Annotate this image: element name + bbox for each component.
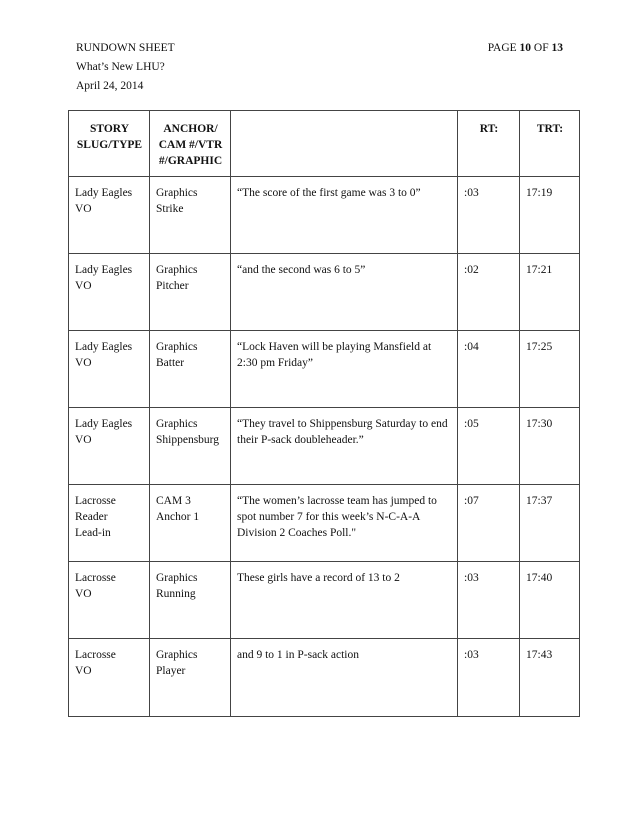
trt-cell: 17:25 <box>520 331 580 408</box>
trt-cell: 17:30 <box>520 408 580 485</box>
story-slug-cell: Lacrosse VO <box>69 562 150 639</box>
anchor-graphic-cell: Graphics Pitcher <box>150 254 231 331</box>
trt-cell: 17:37 <box>520 485 580 562</box>
page-of-label: OF <box>533 42 549 54</box>
script-cell: “They travel to Shippensburg Saturday to end their P-sack doubleheader.” <box>231 408 458 485</box>
column-header-trt: TRT: <box>520 111 580 177</box>
trt-cell: 17:19 <box>520 177 580 254</box>
table-row <box>69 177 580 254</box>
column-header-story: STORY SLUG/TYPE <box>69 111 150 177</box>
document-title: RUNDOWN SHEET <box>76 42 175 54</box>
column-header-rt: RT: <box>458 111 520 177</box>
script-cell: “The women’s lacrosse team has jumped to spot number 7 for this week’s N-C-A-A Division 2 Coaches Poll." <box>231 485 458 562</box>
anchor-graphic-cell: Graphics Batter <box>150 331 231 408</box>
table-row <box>69 639 580 717</box>
anchor-graphic-cell: CAM 3 Anchor 1 <box>150 485 231 562</box>
script-cell: “and the second was 6 to 5” <box>231 254 458 331</box>
rundown-table <box>68 110 580 717</box>
table-row <box>69 562 580 639</box>
anchor-graphic-cell: Graphics Player <box>150 639 231 717</box>
script-cell: “Lock Haven will be playing Mansfield at 2:30 pm Friday” <box>231 331 458 408</box>
anchor-graphic-cell: Graphics Shippensburg <box>150 408 231 485</box>
story-slug-cell: Lady Eagles VO <box>69 331 150 408</box>
anchor-graphic-cell: Graphics Strike <box>150 177 231 254</box>
rundown-rows <box>69 177 580 717</box>
story-slug-cell: Lady Eagles VO <box>69 254 150 331</box>
script-cell: “The score of the first game was 3 to 0” <box>231 177 458 254</box>
rt-cell: :07 <box>458 485 520 562</box>
rt-cell: :02 <box>458 254 520 331</box>
trt-cell: 17:21 <box>520 254 580 331</box>
column-header-anchor: ANCHOR/ CAM #/VTR #/GRAPHIC <box>150 111 231 177</box>
trt-cell: 17:40 <box>520 562 580 639</box>
table-row <box>69 485 580 562</box>
story-slug-cell: Lady Eagles VO <box>69 408 150 485</box>
rt-cell: :03 <box>458 639 520 717</box>
table-row <box>69 254 580 331</box>
anchor-graphic-cell: Graphics Running <box>150 562 231 639</box>
page-total: 13 <box>551 42 563 54</box>
rt-cell: :04 <box>458 331 520 408</box>
rt-cell: :03 <box>458 562 520 639</box>
script-cell: These girls have a record of 13 to 2 <box>231 562 458 639</box>
rt-cell: :03 <box>458 177 520 254</box>
show-date: April 24, 2014 <box>76 80 144 92</box>
story-slug-cell: Lady Eagles VO <box>69 177 150 254</box>
story-slug-cell: Lacrosse Reader Lead-in <box>69 485 150 562</box>
table-row <box>69 331 580 408</box>
story-slug-cell: Lacrosse VO <box>69 639 150 717</box>
table-header-row <box>69 111 580 177</box>
trt-cell: 17:43 <box>520 639 580 717</box>
page-number <box>488 39 563 58</box>
rt-cell: :05 <box>458 408 520 485</box>
table-row <box>69 408 580 485</box>
page-current: 10 <box>519 42 532 54</box>
script-cell: and 9 to 1 in P-sack action <box>231 639 458 717</box>
show-name: What’s New LHU? <box>76 61 165 73</box>
page-label: PAGE <box>487 42 517 54</box>
column-header-script <box>231 111 458 177</box>
